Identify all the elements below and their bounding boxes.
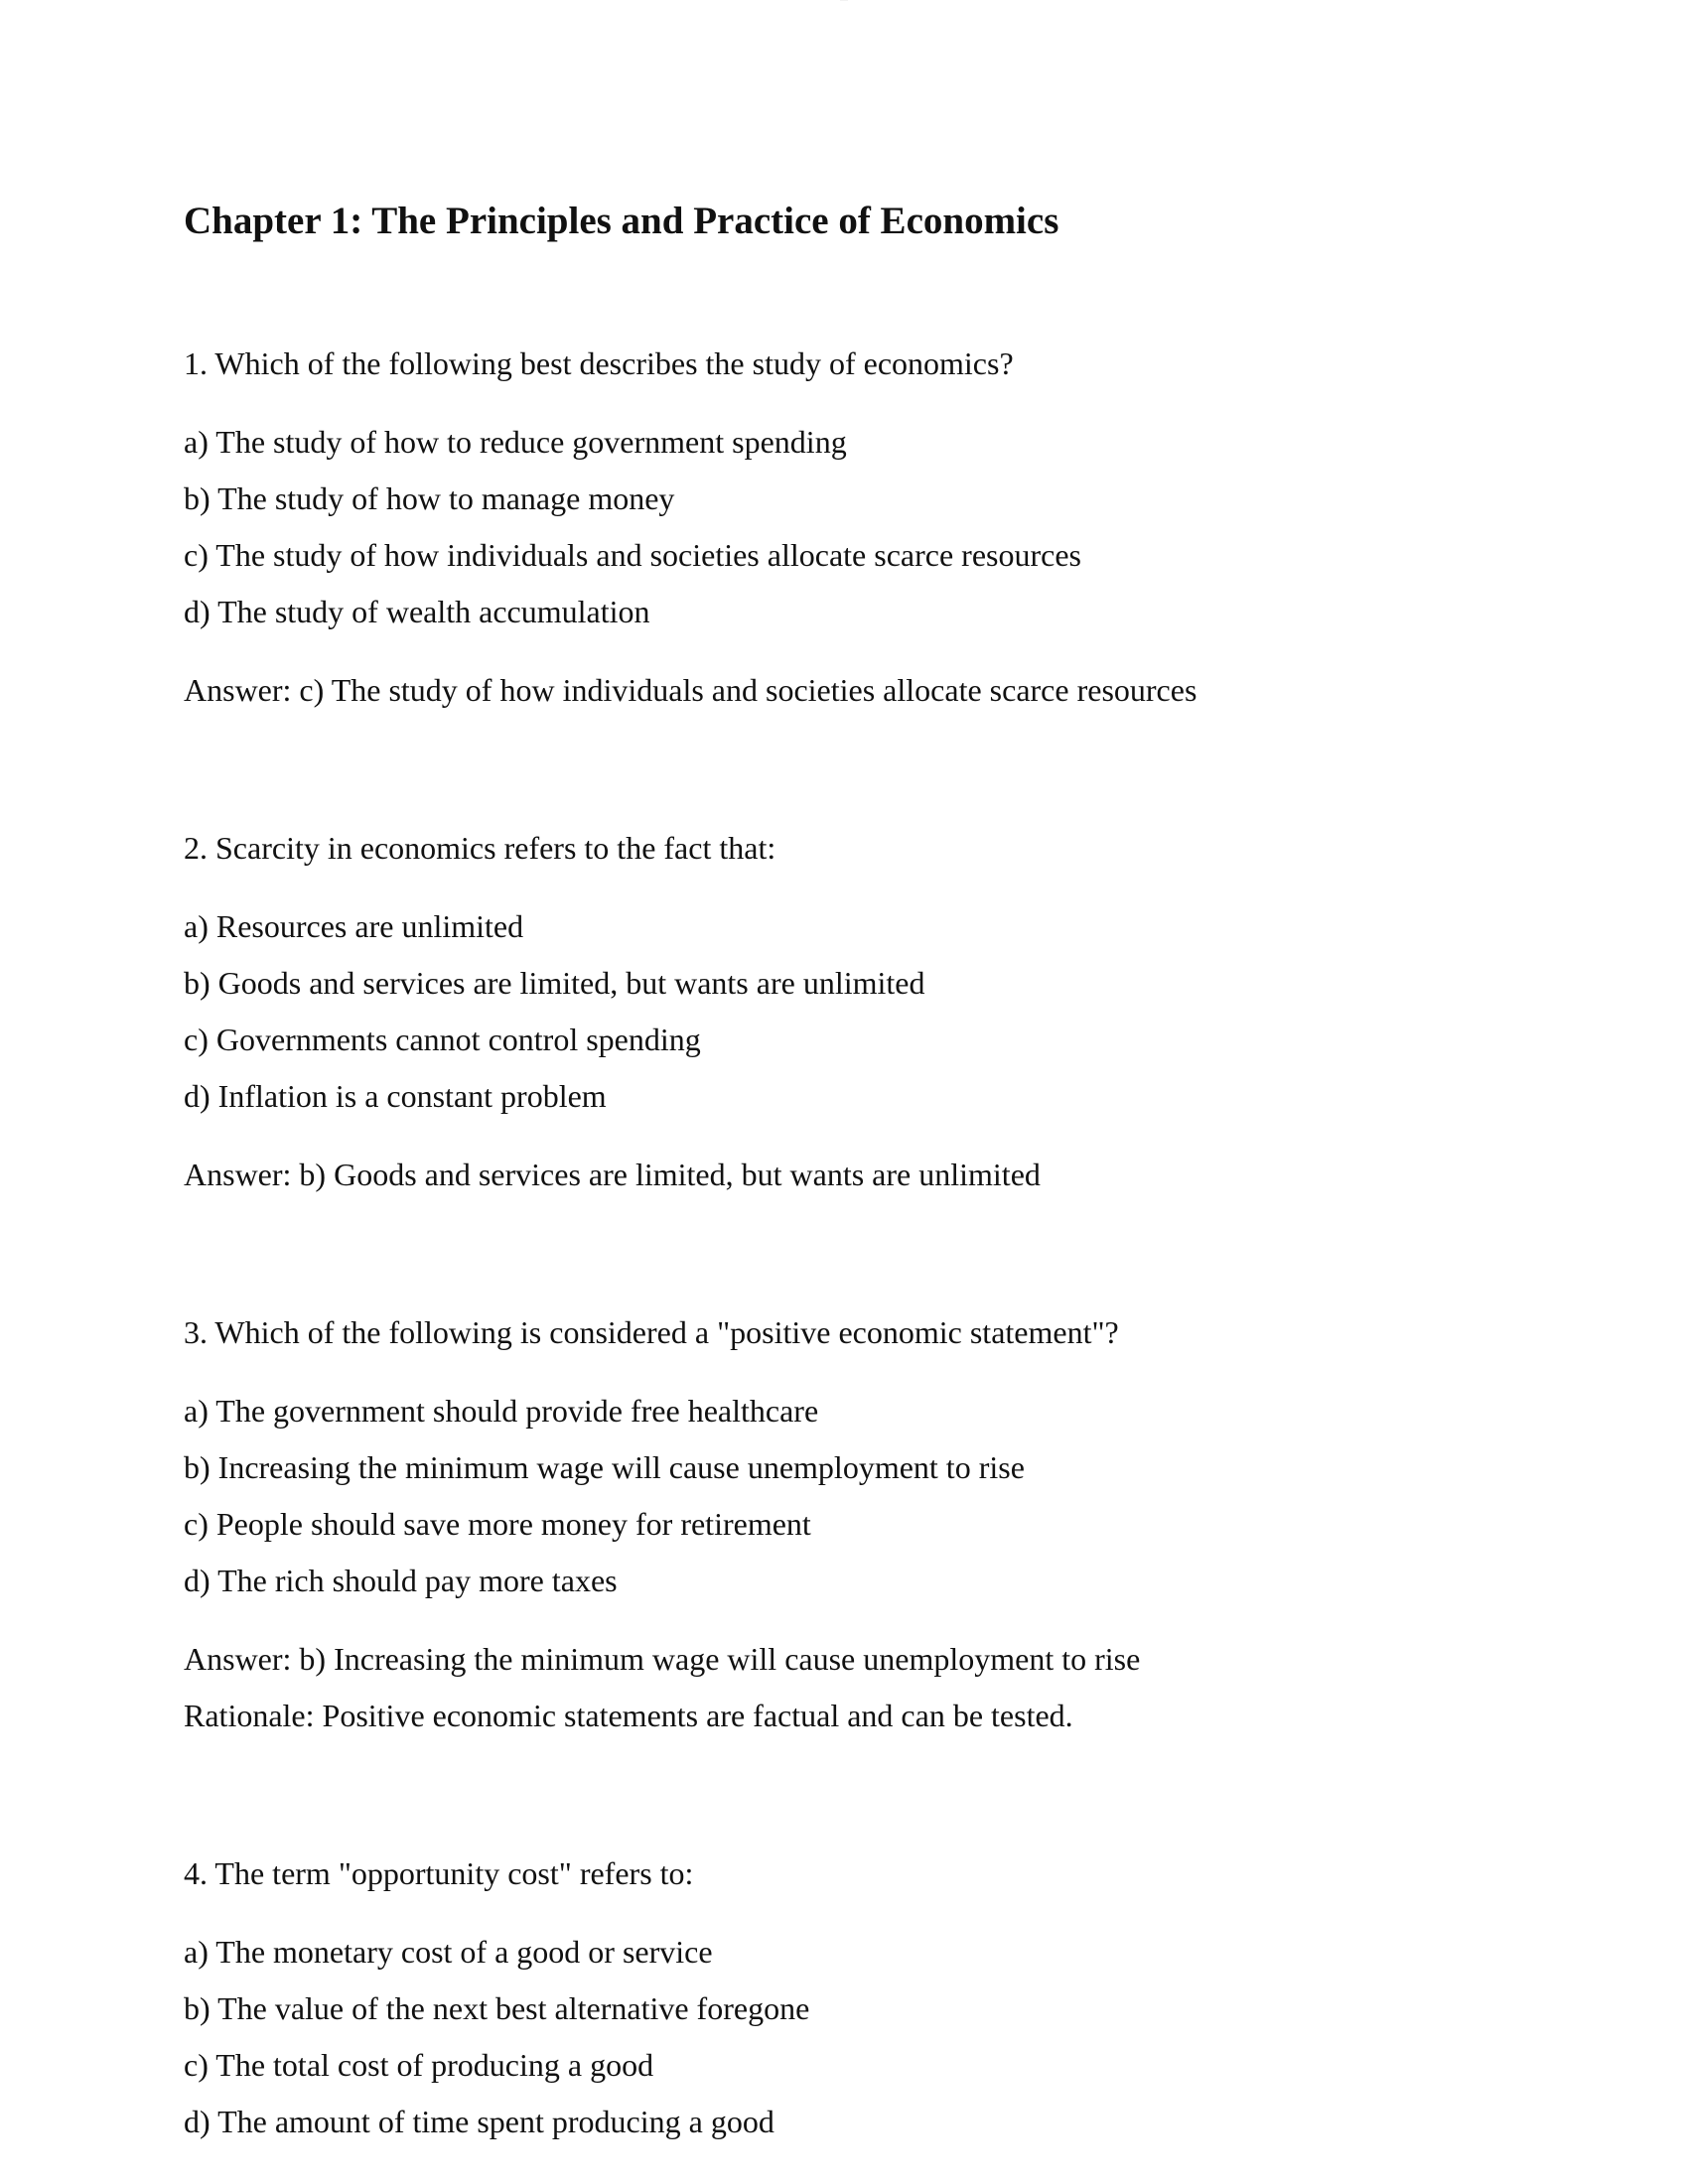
question-stem: 4. The term "opportunity cost" refers to: [184,1855,694,1891]
option-b: b) Goods and services are limited, but wants are unlimited [184,965,925,1001]
option-a: a) The government should provide free healthcare [184,1393,819,1429]
option-d: d) Inflation is a constant problem [184,1078,607,1114]
option-b: b) The study of how to manage money [184,480,675,516]
answer: Answer: b) Increasing the minimum wage will cause unemployment to rise [184,1641,1141,1677]
option-b: b) The value of the next best alternative foregone [184,1990,810,2026]
option-d: d) The rich should pay more taxes [184,1563,618,1598]
question-stem: 2. Scarcity in economics refers to the fact that: [184,830,776,866]
option-c: c) The study of how individuals and societies allocate scarce resources [184,537,1081,573]
option-c: c) Governments cannot control spending [184,1022,701,1057]
rationale: Rationale: Positive economic statements are factual and can be tested. [184,1698,1073,1733]
option-c: c) People should save more money for retirement [184,1506,811,1542]
option-a: a) The study of how to reduce government spending [184,424,847,460]
chapter-title: Chapter 1: The Principles and Practice of Economics [184,200,1059,242]
option-d: d) The study of wealth accumulation [184,594,650,629]
answer: Answer: b) Goods and services are limited, but wants are unlimited [184,1157,1041,1192]
question-stem: 1. Which of the following best describes the study of economics? [184,345,1014,381]
option-c: c) The total cost of producing a good [184,2047,654,2083]
option-a: a) The monetary cost of a good or service [184,1934,713,1970]
answer: Answer: c) The study of how individuals and societies allocate scarce resources [184,672,1197,708]
option-d: d) The amount of time spent producing a good [184,2104,774,2139]
question-stem: 3. Which of the following is considered a "positive economic statement"? [184,1314,1119,1350]
option-a: a) Resources are unlimited [184,908,524,944]
option-b: b) Increasing the minimum wage will cause unemployment to rise [184,1449,1025,1485]
page-header-mark: ········ [840,0,848,3]
